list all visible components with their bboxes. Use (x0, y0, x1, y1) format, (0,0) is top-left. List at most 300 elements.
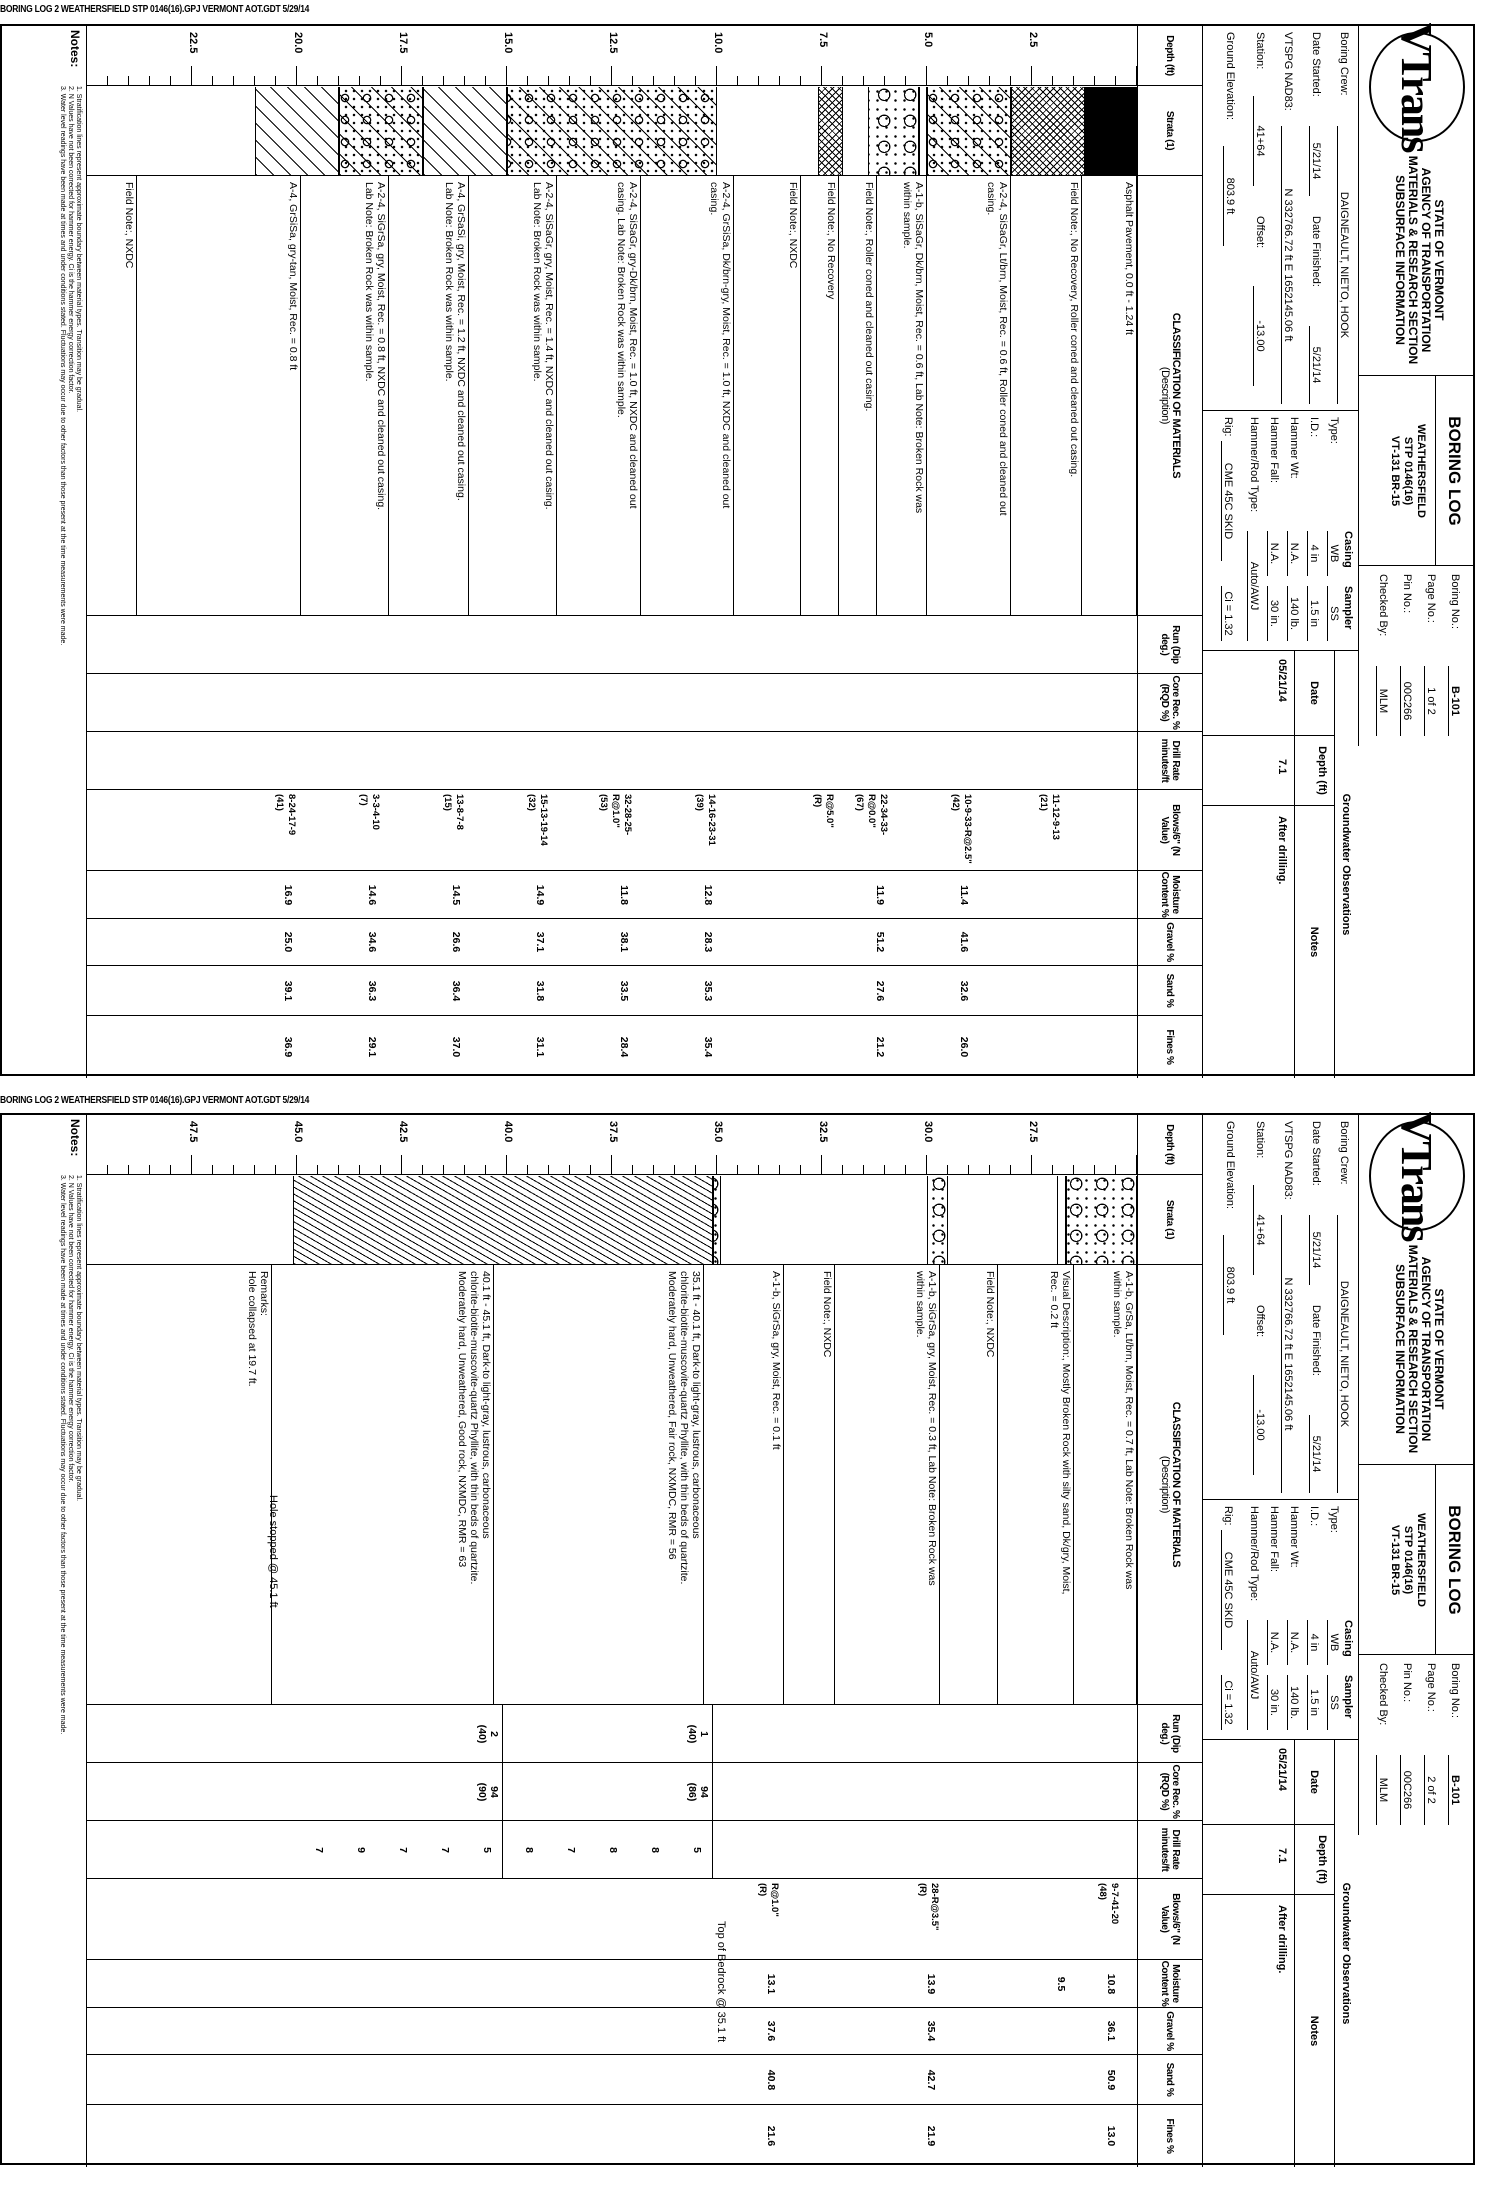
depth-tick-minor (653, 76, 654, 86)
depth-tick-minor (800, 1165, 801, 1175)
depth-label: 45.0 (292, 1121, 304, 1143)
sampler-hammer-wt: 140 lb. (1287, 586, 1300, 641)
material-description (1111, 1267, 1135, 1703)
col-header-sand: Sand % (1137, 2055, 1202, 2105)
equipment-block (1202, 1500, 1358, 1740)
agency-line: STATE OF VERMONT (1432, 1288, 1446, 1410)
pin-no-label: Pin No.: (1401, 1663, 1413, 1703)
sand-value: 50.9 (1105, 2069, 1118, 2091)
drill-rate-value: 8 (523, 1847, 535, 1853)
date-started-label: Date Started: (1310, 32, 1322, 97)
agency-line: AGENCY OF TRANSPORTATION (1419, 1256, 1433, 1442)
top-of-bedrock-note: Top of Bedrock @ 35.1 ft (714, 1921, 727, 2043)
depth-tick-minor (653, 1165, 654, 1175)
depth-tick-minor (527, 1165, 528, 1175)
depth-tick-minor (1115, 1165, 1116, 1175)
moisture-value: 11.9 (874, 885, 887, 905)
sand-col (87, 2055, 1137, 2105)
blow-counts (273, 794, 297, 869)
material-description (821, 1267, 833, 1703)
moisture-value: 14.9 (534, 884, 546, 906)
depth-tick-minor (527, 76, 528, 86)
depth-tick-major (926, 1155, 927, 1175)
moisture-value: 13.9 (924, 1973, 937, 1995)
description-line: A-4, GrSaSi, gry, Moist, Rec. = 1.2 ft, NXDC and cleaned out casing. (455, 182, 468, 501)
blows-per-6in: R@5.0" (823, 794, 835, 828)
stratum-boundary (834, 1265, 835, 1705)
boring-log-page-2 (0, 1113, 1475, 2165)
gw-date-value: 05/21/14 (1276, 659, 1288, 702)
gravel-value: 37.6 (765, 2020, 777, 2042)
gw-notes-header: Notes (1294, 806, 1334, 1078)
depth-tick-minor (107, 76, 108, 86)
sand-value: 36.4 (450, 980, 462, 1002)
stratum-none (919, 87, 927, 175)
gw-date-value: 05/21/14 (1276, 1748, 1288, 1791)
hammer-rod-type-label: Hammer/Rod Type: (1248, 417, 1260, 513)
stratum-boundary (300, 176, 301, 616)
depth-tick-minor (905, 76, 906, 86)
note-1: 1. Stratification lines represent approximate boundary between material types. Transition may be gradual. (75, 86, 82, 413)
depth-tick-minor (905, 1165, 906, 1175)
hammer-rod-type-label: Hammer/Rod Type: (1248, 1506, 1260, 1602)
stratum-boundary (556, 176, 557, 616)
stratum-none (1057, 1176, 1065, 1264)
station-value: 41+64 (1253, 1185, 1266, 1275)
depth-tick-minor (254, 76, 255, 86)
casing-hammer-fall: N.A. (1267, 531, 1280, 576)
sand-value: 27.6 (874, 980, 887, 1002)
n-value: (R) (916, 1883, 928, 1897)
depth-tick-major (191, 66, 192, 86)
blow-counts (693, 794, 717, 869)
stratum-gravel (713, 1176, 721, 1264)
run-boundary (502, 1705, 503, 1879)
file-title-page-2: BORING LOG 2 WEATHERSFIELD STP 0146(16).GPJ VERMONT AOT.GDT 5/29/14 (0, 1095, 310, 1106)
n-value: (R) (811, 794, 823, 808)
run-number: 1 (697, 1731, 710, 1737)
sand-value: 32.6 (958, 980, 971, 1002)
agency-line: SUBSURFACE INFORMATION (1393, 1264, 1407, 1434)
gravel-value: 25.0 (282, 931, 294, 953)
material-description (123, 178, 135, 614)
depth-tick-major (401, 66, 402, 86)
run-col (87, 616, 1137, 674)
drill-rate-value: 7 (397, 1847, 409, 1853)
page-no-value: 1 of 2 (1424, 666, 1437, 736)
stratum-sandgravel (339, 87, 423, 175)
depth-tick-minor (1094, 76, 1095, 86)
stratum-cross (818, 87, 843, 175)
blow-counts (949, 794, 973, 869)
moisture-value: 10.8 (1105, 1973, 1118, 1995)
gravel-value: 36.1 (1105, 2020, 1118, 2042)
project-number: STP 0146(16) (1402, 1525, 1414, 1595)
col-header-depth: Depth (ft) (1137, 26, 1202, 86)
gravel-value: 26.6 (450, 931, 462, 953)
col-header-depth: Depth (ft) (1137, 1115, 1202, 1175)
depth-tick-major (611, 1155, 612, 1175)
ci-value: Ci = 1.32 (1221, 586, 1234, 641)
col-header-strata: Strata (1) (1137, 86, 1202, 176)
description-line: Asphalt Pavement, 0.0 ft - 1.24 ft (1123, 182, 1135, 335)
sampler-label: Sampler (1342, 1675, 1354, 1719)
boring-crew-label: Boring Crew: (1338, 32, 1350, 96)
gw-depth-value: 7.1 (1276, 1848, 1288, 1864)
depth-tick-minor (590, 1165, 591, 1175)
stratum-boundary (640, 176, 641, 616)
blow-counts (1037, 794, 1061, 869)
fines-value: 36.9 (282, 1036, 294, 1058)
title-block (1358, 376, 1473, 566)
gw-date-header: Date (1294, 651, 1334, 736)
description-line: casing. Lab Note: Broken Rock was within sample. (615, 182, 628, 418)
agency-lines (1393, 1235, 1445, 1463)
notes-text (58, 1175, 82, 2160)
description-line: Rec. = 0.2 ft (1048, 1271, 1060, 1328)
stratum-boundary (1081, 176, 1082, 616)
depth-tick-major (296, 1155, 297, 1175)
stratum-boundary (271, 1265, 272, 1705)
blow-counts (811, 794, 835, 869)
groundwater-title: Groundwater Observations (1334, 651, 1358, 1078)
checked-by-label: Checked By: (1377, 1663, 1389, 1726)
description-line: Field Note:, NXDC (123, 182, 136, 269)
rig-value: CME 45C SKID (1221, 441, 1234, 561)
depth-tick-minor (107, 1165, 108, 1175)
depth-label: 42.5 (397, 1121, 409, 1143)
material-description (246, 1267, 270, 1703)
depth-tick-minor (485, 1165, 486, 1175)
depth-tick-minor (590, 76, 591, 86)
casing-label: Casing (1342, 1620, 1354, 1657)
col-header-moisture: Moisture Content % (1137, 1960, 1202, 2008)
gw-depth-header: Depth (ft) (1294, 736, 1334, 806)
drill-rate-value: 7 (565, 1847, 577, 1853)
depth-tick-major (296, 66, 297, 86)
stratum-boundary (939, 1265, 940, 1705)
description-line: Moderately hard, Unweathered, Fair rock, NXMDC, RMR = 56 (666, 1271, 679, 1560)
title-block (1358, 1465, 1473, 1655)
description-line: A-2-4, SiSaGr, gry-Dk/brn, Moist, Rec. = 1.0 ft, NXDC and cleaned out (627, 182, 640, 509)
gravel-value: 37.1 (534, 931, 546, 953)
agency-block (1358, 1111, 1473, 1465)
boring-no-value: B-101 (1448, 1755, 1461, 1825)
description-line: Visual Description:, Mostly Broken Rock with silty sand, Dk/gry, Moist, (1060, 1271, 1072, 1595)
stratum-boundary (876, 176, 877, 616)
depth-tick-minor (1073, 76, 1074, 86)
sampler-hammer-wt: 140 lb. (1287, 1675, 1300, 1730)
depth-tick-minor (674, 76, 675, 86)
gravel-col (87, 2008, 1137, 2055)
depth-tick-minor (338, 76, 339, 86)
sampler-type: SS (1327, 586, 1340, 641)
depth-tick-minor (443, 76, 444, 86)
gravel-value: 41.6 (958, 931, 971, 953)
blow-counts (1096, 1883, 1120, 1958)
material-description (787, 178, 799, 614)
casing-hammer-wt: N.A. (1287, 1620, 1300, 1665)
checked-by-value: MLM (1376, 1755, 1389, 1825)
drill-rate-value: 8 (607, 1847, 619, 1853)
depth-tick-minor (800, 76, 801, 86)
classification-subtitle: (Description) (1159, 1455, 1171, 1514)
material-description (708, 178, 732, 614)
depth-tick-minor (1010, 1165, 1011, 1175)
notes-text (58, 86, 82, 1071)
stratum-boundary (468, 176, 469, 616)
depth-tick-major (191, 1155, 192, 1175)
depth-tick-major (1031, 66, 1032, 86)
classification-col (87, 176, 1137, 616)
blows-per-6in: 10-9-33-R@2.5" (962, 794, 974, 864)
id-label: I.D.: (1308, 1506, 1320, 1527)
notes-label: Notes: (68, 30, 82, 68)
drill-rate-value: 7 (313, 1847, 325, 1853)
checked-by-label: Checked By: (1377, 574, 1389, 637)
gravel-col (87, 919, 1137, 966)
vtrans-logo (1369, 1111, 1465, 1241)
stratum-boundary (1073, 1265, 1074, 1705)
col-header-classification (1137, 176, 1202, 616)
blow-counts (357, 794, 381, 869)
page-no-label: Page No.: (1425, 1663, 1437, 1712)
depth-tick-minor (212, 1165, 213, 1175)
depth-tick-minor (632, 1165, 633, 1175)
n-value: (42) (950, 794, 962, 811)
type-label: Type: (1328, 417, 1340, 444)
material-description (1123, 178, 1135, 614)
description-line: within sample. (1111, 1271, 1123, 1338)
core-recovery: 94 (697, 1786, 710, 1798)
depth-tick-minor (548, 1165, 549, 1175)
depth-tick-minor (254, 1165, 255, 1175)
vtspg-value: N 332766.72 ft E 1652145.06 ft (1281, 126, 1294, 404)
material-description (901, 178, 925, 614)
depth-tick-major (1136, 1155, 1137, 1175)
description-line: A-1-b, SiGrSa, gry, Moist, Rec. = 0.3 ft, Lab Note: Broken Rock was (925, 1271, 938, 1586)
depth-label: 5.0 (922, 32, 934, 48)
description-line: Lab Note: Broken Rock was within sample. (363, 182, 376, 382)
depth-tick-minor (359, 1165, 360, 1175)
depth-tick-minor (695, 76, 696, 86)
moisture-value: 13.1 (765, 1973, 777, 1995)
description-line: Field Note:, Roller coned and cleaned out casing. (862, 182, 875, 412)
run-boundary (712, 1705, 713, 1879)
gw-notes-value: After drilling. (1276, 816, 1288, 885)
stratum-gravel (868, 87, 918, 175)
description-line: Field Note:, No Recovery, Roller coned and cleaned out casing. (1068, 182, 1081, 478)
page-no-value: 2 of 2 (1424, 1755, 1437, 1825)
note-2: 2. N Values have not been corrected for hammer energy. Ci is the hammer energy correction factor. (67, 1175, 74, 1483)
drill-rate-value: 9 (355, 1847, 367, 1853)
depth-tick-minor (317, 76, 318, 86)
depth-tick-minor (863, 76, 864, 86)
vtspg-label: VTSPG NAD83: (1282, 1121, 1294, 1200)
col-header-fines: Fines % (1137, 2105, 1202, 2167)
stratum-diag (255, 87, 339, 175)
core-recovery: 94 (487, 1786, 500, 1798)
description-line: A-1-b, GrSa, Lt/brn, Moist, Rec. = 0.7 ft, Lab Note: Broken Rock was (1123, 1271, 1135, 1590)
blows-per-6in: 11-12-9-13 (1050, 794, 1062, 840)
depth-tick-minor (947, 76, 948, 86)
depth-label: 40.0 (502, 1121, 514, 1143)
casing-id: 4 in (1307, 531, 1320, 576)
sampler-hammer-fall: 30 in. (1267, 1675, 1280, 1730)
gw-date-header: Date (1294, 1740, 1334, 1825)
vtrans-logo-text: VTrans (1392, 1111, 1442, 1241)
description-line: Field Note:, NXDC (787, 182, 799, 269)
hammer-fall-label: Hammer Fall: (1268, 1506, 1280, 1573)
blow-counts (756, 1883, 780, 1958)
rqd-value: (90) (475, 1782, 488, 1802)
depth-tick-major (401, 1155, 402, 1175)
boring-no-value: B-101 (1448, 666, 1461, 736)
stratum-boundary (1136, 176, 1137, 616)
depth-tick-minor (779, 1165, 780, 1175)
depth-tick-minor (485, 76, 486, 86)
description-line: A-2-4, SiSaGr, Lt/brn, Moist, Rec. = 0.6 ft, Roller coned and cleaned out (997, 182, 1009, 516)
gw-notes-header: Notes (1294, 1895, 1334, 2167)
date-finished-label: Date Finished: (1310, 216, 1322, 287)
pin-no-label: Pin No.: (1401, 574, 1413, 614)
agency-line: MATERIALS & RESEARCH SECTION (1406, 1244, 1420, 1454)
depth-tick-major (821, 66, 822, 86)
blows-per-6in: 22-34-33-R@0.0" (866, 794, 890, 836)
gw-depth-value: 7.1 (1276, 759, 1288, 775)
depth-label: 10.0 (712, 32, 724, 54)
material-description (363, 178, 387, 614)
depth-label: 12.5 (607, 32, 619, 54)
n-value: (7) (358, 794, 369, 806)
depth-tick-minor (968, 1165, 969, 1175)
depth-tick-minor (1115, 76, 1116, 86)
material-description (531, 178, 555, 614)
blow-counts (597, 794, 633, 869)
agency-line: STATE OF VERMONT (1432, 199, 1446, 321)
blows-per-6in: 3-3-4-10 (370, 794, 381, 830)
depth-tick-minor (212, 76, 213, 86)
depth-label: 47.5 (187, 1121, 199, 1143)
station-label: Station: (1254, 1121, 1266, 1159)
sand-value: 40.8 (765, 2069, 777, 2091)
run-dip: (40) (685, 1724, 698, 1744)
depth-tick-minor (1052, 1165, 1053, 1175)
description-line: casing. (707, 182, 720, 216)
moisture-col (87, 871, 1137, 919)
note-3: 3. Water level readings have been made at times and under conditions stated. Fluctuations may occur due to other factors than those present at the time measurements were made. (59, 1175, 66, 1735)
depth-tick-major (506, 66, 507, 86)
boring-crew-value: DAIGNEAULT, NIETO, HOOK (1337, 1215, 1350, 1493)
casing-label: Casing (1342, 531, 1354, 568)
depth-tick-minor (737, 1165, 738, 1175)
project-number: STP 0146(16) (1402, 436, 1414, 506)
boring-crew-label: Boring Crew: (1338, 1121, 1350, 1185)
fines-value: 21.2 (874, 1036, 887, 1058)
groundwater-title: Groundwater Observations (1334, 1740, 1358, 2167)
stratum-boundary (388, 176, 389, 616)
sand-value: 35.3 (702, 980, 714, 1002)
depth-tick-minor (149, 1165, 150, 1175)
depth-tick-minor (422, 76, 423, 86)
description-line: Lab Note: Broken Rock was within sample. (443, 182, 456, 382)
depth-label: 32.5 (817, 1121, 829, 1143)
agency-line: SUBSURFACE INFORMATION (1393, 175, 1407, 345)
moisture-value: 11.4 (958, 885, 971, 905)
col-header-moisture: Moisture Content % (1137, 871, 1202, 919)
blow-counts (853, 794, 889, 869)
description-line: A-2-4, SiGrSa, gry, Moist, Rec. = 0.8 ft, NXDC and cleaned out casing. (375, 182, 388, 511)
id-label: I.D.: (1308, 417, 1320, 438)
blow-counts (441, 794, 465, 869)
ground-elevation-value: 803.9 ft (1223, 146, 1236, 246)
drill-rate-col (87, 732, 1137, 790)
project-lines (1388, 376, 1427, 566)
ground-elevation-label: Ground Elevation: (1224, 1121, 1236, 1210)
sand-value: 42.7 (924, 2069, 937, 2091)
stratum-sandgravel (507, 87, 717, 175)
stratum-boundary (703, 1265, 704, 1705)
n-value: (32) (526, 794, 537, 811)
sand-col (87, 966, 1137, 1016)
rig-value: CME 45C SKID (1221, 1530, 1234, 1650)
boring-log-form (0, 1113, 1475, 2165)
depth-label: 30.0 (922, 1121, 934, 1143)
depth-tick-minor (863, 1165, 864, 1175)
depth-tick-major (716, 1155, 717, 1175)
blows-per-6in: 28-R@3.5" (928, 1883, 940, 1931)
groundwater-block (1202, 651, 1358, 1078)
ground-elevation-label: Ground Elevation: (1224, 32, 1236, 121)
depth-tick-minor (422, 1165, 423, 1175)
material-description (770, 1267, 782, 1703)
depth-tick-major (1031, 1155, 1032, 1175)
depth-tick-minor (380, 76, 381, 86)
rig-label: Rig: (1222, 417, 1234, 437)
classification-col (87, 1265, 1137, 1705)
col-header-strata: Strata (1) (1137, 1175, 1202, 1265)
type-label: Type: (1328, 1506, 1340, 1533)
gravel-value: 51.2 (874, 931, 887, 953)
depth-tick-minor (968, 76, 969, 86)
file-title-page-1: BORING LOG 2 WEATHERSFIELD STP 0146(16).GPJ VERMONT AOT.GDT 5/29/14 (0, 4, 310, 15)
checked-by-value: MLM (1376, 666, 1389, 736)
fines-value: 21.9 (924, 2125, 937, 2147)
boring-no-label: Boring No.: (1449, 1663, 1461, 1719)
vtspg-label: VTSPG NAD83: (1282, 32, 1294, 111)
material-description (615, 178, 639, 614)
station-value: 41+64 (1253, 96, 1266, 186)
ci-value: Ci = 1.32 (1221, 1675, 1234, 1730)
depth-tick-minor (170, 76, 171, 86)
material-description (985, 178, 1009, 614)
depth-tick-minor (842, 76, 843, 86)
col-header-drill-rate: Drill Rate minutes/ft (1137, 732, 1202, 790)
description-line: Lab Note: Broken Rock was within sample. (531, 182, 544, 382)
groundwater-block (1202, 1740, 1358, 2167)
fines-value: 21.6 (765, 2125, 777, 2147)
depth-tick-minor (170, 1165, 171, 1175)
col-header-core-rec: Core Rec. % (RQD %) (1137, 674, 1202, 732)
boring-log-form (0, 24, 1475, 1076)
depth-label: 15.0 (502, 32, 514, 54)
pin-no-value: 00C266 (1400, 1755, 1413, 1825)
notes-strip (0, 26, 87, 1078)
note-3: 3. Water level readings have been made at times and under conditions stated. Fluctuations may occur due to other factors than those present at the time measurements were made. (59, 86, 66, 646)
gravel-value: 35.4 (924, 2020, 937, 2042)
depth-tick-minor (275, 1165, 276, 1175)
stratum-sandgravel (927, 87, 1011, 175)
